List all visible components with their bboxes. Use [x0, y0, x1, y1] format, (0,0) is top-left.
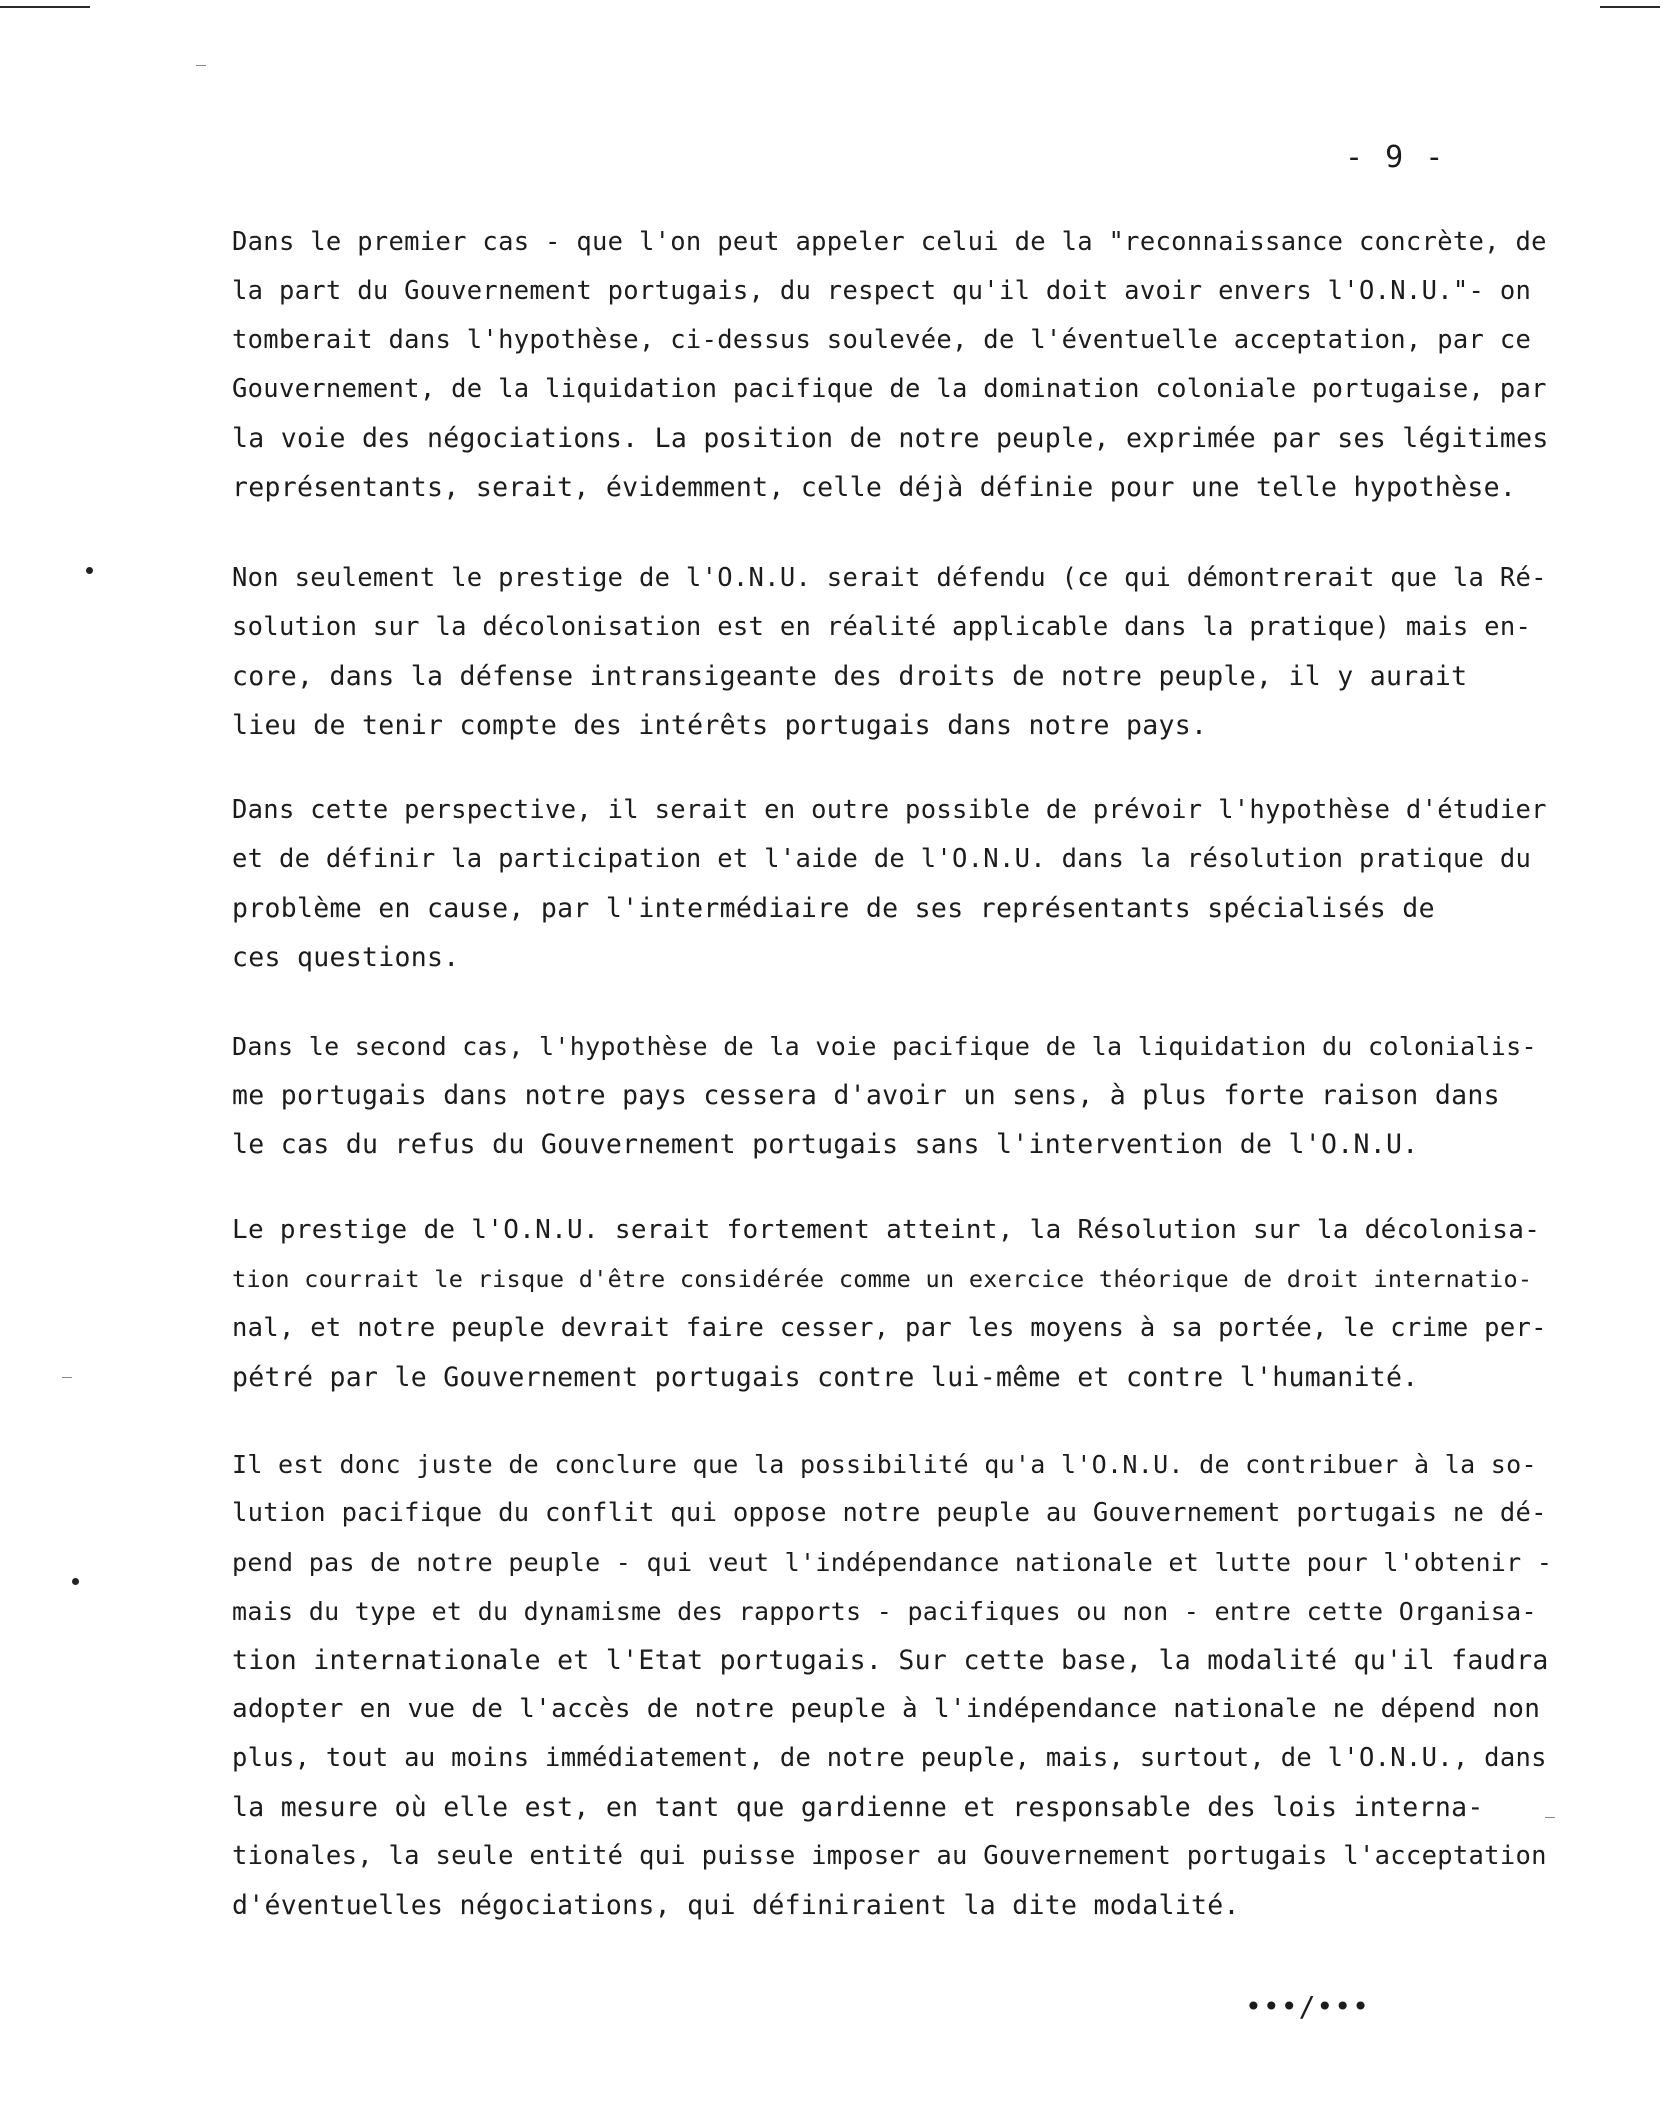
page-number: - 9 - — [1345, 140, 1446, 175]
scan-edge-mark-left — [0, 6, 90, 8]
text-line: Le prestige de l'O.N.U. serait fortement atteint, la Résolution sur la décolonisa- — [232, 1215, 1541, 1245]
text-line: la voie des négociations. La position de notre peuple, exprimée par ses légitimes — [232, 423, 1549, 454]
scan-speck — [196, 65, 206, 66]
paragraph-non-seulement — [232, 554, 1552, 750]
text-line: la mesure où elle est, en tant que gardienne et responsable des lois interna- — [232, 1792, 1484, 1823]
paragraph-prestige — [232, 1206, 1552, 1402]
paragraph-second-cas — [232, 1022, 1552, 1169]
text-line: plus, tout au moins immédiatement, de notre peuple, mais, surtout, de l'O.N.U., dans — [232, 1743, 1547, 1773]
text-line: Non seulement le prestige de l'O.N.U. serait défendu (ce qui démontrerait que la Ré- — [232, 563, 1547, 593]
text-line: Gouvernement, de la liquidation pacifique de la domination coloniale portugaise, par — [232, 374, 1547, 404]
paragraph-premier-cas — [232, 218, 1552, 512]
text-line: et de définir la participation et l'aide de l'O.N.U. dans la résolution pratique du — [232, 844, 1532, 874]
text-line: Il est donc juste de conclure que la possibilité qu'a l'O.N.U. de contribuer à la so- — [232, 1450, 1537, 1479]
text-line: représentants, serait, évidemment, celle déjà définie pour une telle hypothèse. — [232, 472, 1517, 503]
margin-dot — [72, 1578, 79, 1585]
continuation-mark: •••/••• — [1245, 1990, 1371, 2023]
margin-dot — [86, 567, 93, 574]
text-line: Dans cette perspective, il serait en outre possible de prévoir l'hypothèse d'étudier — [232, 795, 1547, 825]
text-line: pend pas de notre peuple - qui veut l'indépendance nationale et lutte pour l'obtenir - — [232, 1548, 1553, 1577]
text-line: core, dans la défense intransigeante des droits de notre peuple, il y aurait — [232, 661, 1468, 692]
text-line: d'éventuelles négociations, qui définiraient la dite modalité. — [232, 1890, 1240, 1921]
text-line: Dans le second cas, l'hypothèse de la voie pacifique de la liquidation du colonialis- — [232, 1032, 1537, 1061]
text-line: tion courrait le risque d'être considérée comme un exercice théorique de droit internatio- — [232, 1265, 1533, 1293]
scan-edge-mark-right — [1600, 6, 1660, 8]
text-line: solution sur la décolonisation est en réalité applicable dans la pratique) mais en- — [232, 612, 1532, 642]
text-line: tion internationale et l'Etat portugais. Sur cette base, la modalité qu'il faudra — [232, 1645, 1549, 1676]
text-line: Dans le premier cas - que l'on peut appeler celui de la "reconnaissance concrète, de — [232, 227, 1547, 257]
paragraph-perspective — [232, 786, 1552, 982]
text-line: pétré par le Gouvernement portugais contre lui-même et contre l'humanité. — [232, 1362, 1419, 1393]
text-line: adopter en vue de l'accès de notre peuple à l'indépendance nationale ne dépend non — [232, 1694, 1541, 1724]
text-line: mais du type et du dynamisme des rapports - pacifiques ou non - entre cette Organisa- — [232, 1597, 1537, 1626]
text-line: tionales, la seule entité qui puisse imposer au Gouvernement portugais l'acceptation — [232, 1841, 1547, 1871]
text-line: le cas du refus du Gouvernement portugais sans l'intervention de l'O.N.U. — [232, 1129, 1419, 1160]
text-line: nal, et notre peuple devrait faire cesser, par les moyens à sa portée, le crime per- — [232, 1313, 1547, 1343]
text-line: problème en cause, par l'intermédiaire de ses représentants spécialisés de — [232, 893, 1435, 924]
text-line: tomberait dans l'hypothèse, ci-dessus soulevée, de l'éventuelle acceptation, par ce — [232, 325, 1532, 355]
paragraph-conclusion — [232, 1440, 1552, 1930]
scan-speck — [62, 1377, 72, 1378]
text-line: ces questions. — [232, 942, 460, 973]
text-line: lieu de tenir compte des intérêts portugais dans notre pays. — [232, 710, 1208, 741]
text-line: me portugais dans notre pays cessera d'avoir un sens, à plus forte raison dans — [232, 1080, 1500, 1111]
text-line: la part du Gouvernement portugais, du respect qu'il doit avoir envers l'O.N.U."- on — [232, 276, 1532, 306]
text-line: lution pacifique du conflit qui oppose notre peuple au Gouvernement portugais ne dé- — [232, 1498, 1547, 1528]
